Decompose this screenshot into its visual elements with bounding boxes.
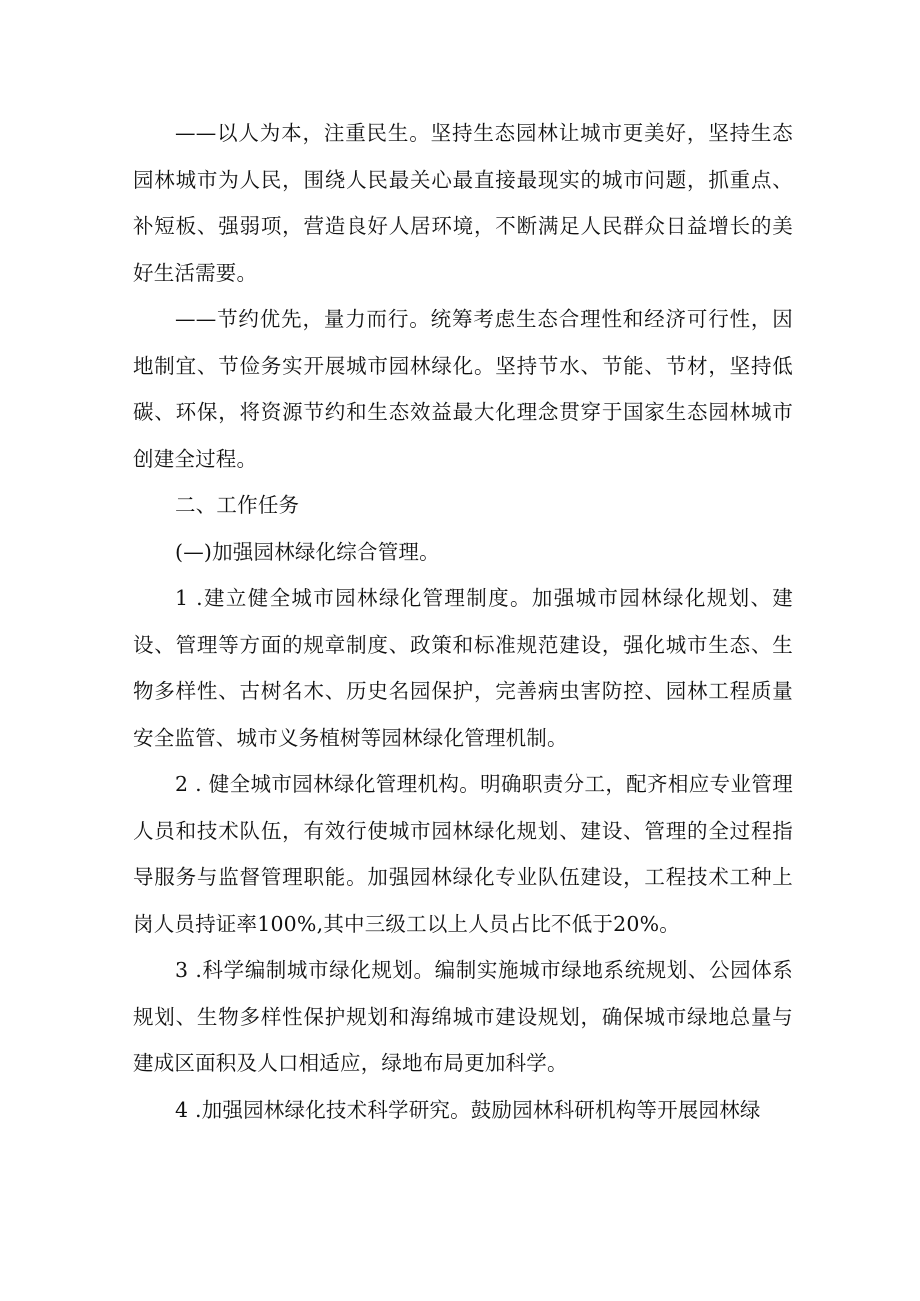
section-heading-tasks: 二、工作任务 [175, 493, 300, 517]
paragraph-item-2: 2 . 健全城市园林绿化管理机构。明确职责分工，配齐相应专业管理人员和技术队伍，有效行使城市园林绿化规划、建设、管理的全过程指导服务与监督管理职能。加强园林绿化专业队伍建设，工程技术工种上岗人员持证率100%,其中三级工以上人员占比不低于20%。 [133, 772, 793, 936]
paragraph-item-1: 1 .建立健全城市园林绿化管理制度。加强城市园林绿化规划、建设、管理等方面的规章制度、政策和标准规范建设，强化城市生态、生物多样性、古树名木、历史名园保护，完善病虫害防控、园林工程质量安全监管、城市义务植树等园林绿化管理机制。 [133, 586, 793, 750]
subsection-heading-management: (—)加强园林绿化综合管理。 [175, 539, 440, 564]
paragraph-item-4: 4 .加强园林绿化技术科学研究。鼓励园林科研机构等开展园林绿 [175, 1097, 761, 1122]
paragraph-item-3: 3 .科学编制城市绿化规划。编制实施城市绿地系统规划、公园体系规划、生物多样性保护规划和海绵城市建设规划，确保城市绿地总量与建成区面积及人口相适应，绿地布局更加科学。 [133, 958, 793, 1075]
document-body [133, 110, 793, 1133]
paragraph-principle-people: ——以人为本，注重民生。坚持生态园林让城市更美好，坚持生态园林城市为人民，围绕人民最关心最直接最现实的城市问题，抓重点、补短板、强弱项，营造良好人居环境，不断满足人民群众日益增长的美好生活需要。 [133, 121, 793, 285]
paragraph-principle-economy: ——节约优先，量力而行。统筹考虑生态合理性和经济可行性，因地制宜、节俭务实开展城市园林绿化。坚持节水、节能、节材，坚持低碳、环保，将资源节约和生态效益最大化理念贯穿于国家生态园林城市创建全过程。 [133, 307, 793, 471]
